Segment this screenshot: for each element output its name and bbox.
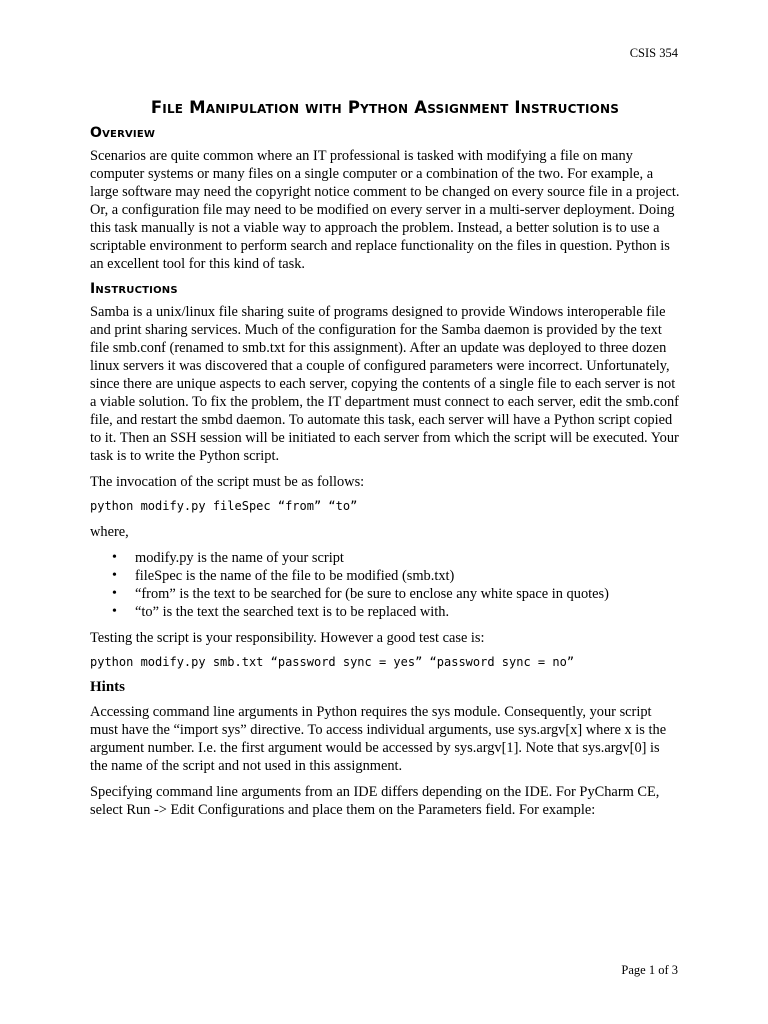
hints-heading: Hints bbox=[90, 679, 126, 695]
list-item-text: modify.py is the name of your script bbox=[135, 550, 344, 566]
page-number: Page 1 of 3 bbox=[621, 963, 678, 977]
list-item bbox=[90, 567, 680, 585]
bullet-icon: • bbox=[112, 586, 117, 601]
list-item-text: “from” is the text to be searched for (be sure to enclose any white space in quotes) bbox=[135, 586, 609, 602]
where-label: where, bbox=[90, 524, 129, 540]
bullet-icon: • bbox=[112, 604, 117, 619]
instructions-paragraph: Samba is a unix/linux file sharing suite of programs designed to provide Windows interoperable file and print sharing services. Much of the configuration for the Samba daemon is provided by the text file smb.conf (renamed to smb.txt for this assignment). After an update was deployed to three dozen linux servers it was discovered that a couple of configured parameters were incorrect. Unfortunately, since there are unique aspects to each server, copying the contents of a single file to each server is not a viable solution. To fix the problem, the IT department must connect to each server, edit the smb.conf file, and restart the smbd daemon. To automate this task, each server will have a Python script copied to it. Then an SSH session will be initiated to each server from which the script will be executed. Your task is to write the Python script. bbox=[90, 304, 679, 464]
list-item-text: “to” is the text the searched text is to be replaced with. bbox=[135, 604, 450, 620]
instructions-heading: Instructions bbox=[90, 281, 178, 297]
hints-paragraph-1: Accessing command line arguments in Python requires the sys module. Consequently, your script must have the “import sys” directive. To access individual arguments, use sys.argv[x] where x is the argument number. I.e. the first argument would be accessed by sys.argv[1]. Note that sys.argv[0] is the name of the script and not used in this assignment. bbox=[90, 704, 667, 774]
course-code: CSIS 354 bbox=[629, 46, 678, 60]
bullet-icon: • bbox=[112, 550, 117, 565]
document-body bbox=[90, 98, 680, 827]
bullet-icon: • bbox=[112, 568, 117, 583]
list-item bbox=[90, 549, 680, 567]
list-item bbox=[90, 603, 680, 621]
hints-paragraph-2: Specifying command line arguments from an IDE differs depending on the IDE. For PyCharm CE, select Run -> Edit Configurations and place them on the Parameters field. For example: bbox=[90, 784, 660, 818]
overview-heading: Overview bbox=[90, 125, 156, 141]
test-code: python modify.py smb.txt “password sync = yes” “password sync = no” bbox=[90, 655, 575, 669]
invocation-code: python modify.py fileSpec “from” “to” bbox=[90, 499, 358, 513]
list-item bbox=[90, 585, 680, 603]
testing-text: Testing the script is your responsibility. However a good test case is: bbox=[90, 630, 485, 646]
invocation-intro: The invocation of the script must be as follows: bbox=[90, 474, 365, 490]
list-item-text: fileSpec is the name of the file to be modified (smb.txt) bbox=[135, 568, 455, 584]
document-title: File Manipulation with Python Assignment Instructions bbox=[150, 98, 620, 117]
overview-paragraph: Scenarios are quite common where an IT professional is tasked with modifying a file on many computer systems or many files on a single computer or a combination of the two. For example, a large software may need the copyright notice comment to be changed on every source file in a project. Or, a configuration file may need to be modified on every server in a multi-server deployment. Doing this task manually is not a viable way to approach the problem. Instead, a better solution is to use a scriptable environment to perform search and replace functionality on the files in question. Python is an excellent tool for this kind of task. bbox=[90, 148, 680, 272]
argument-list bbox=[90, 549, 680, 621]
